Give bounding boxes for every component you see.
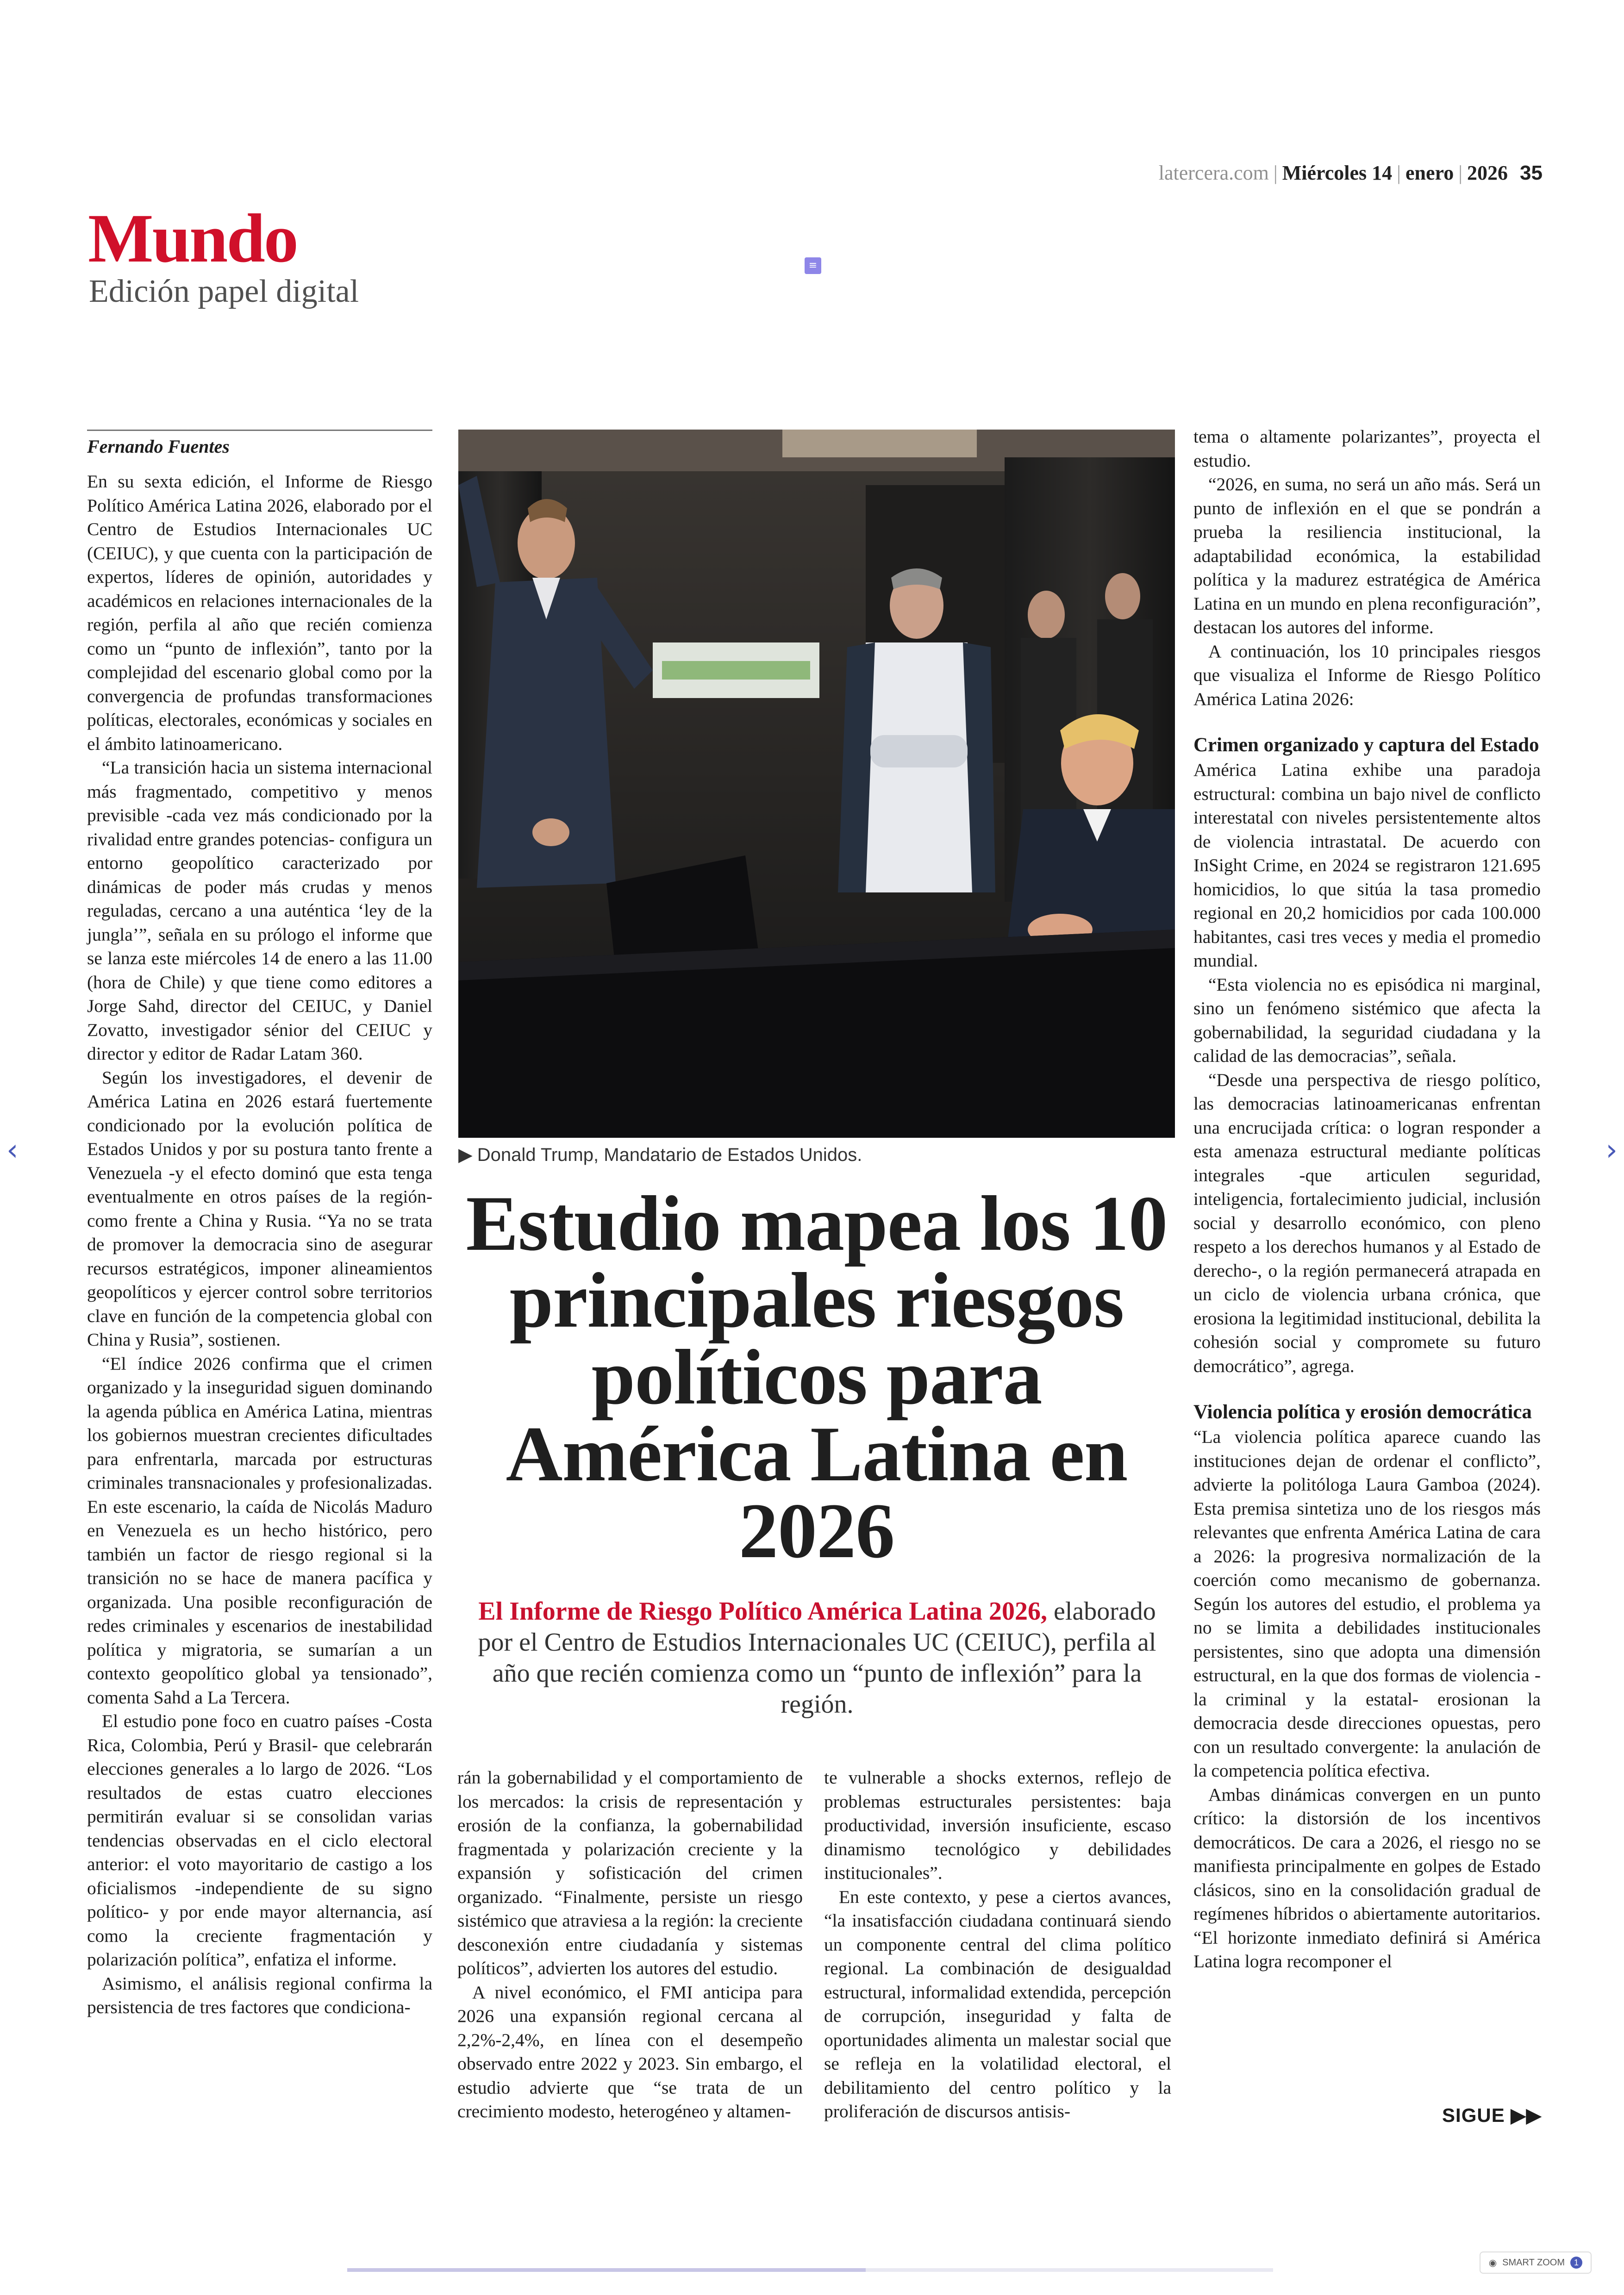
paragraph: “La transición hacia un sistema internacional más fragmentado, competitivo y menos previsible -cada vez más condicionado por la rivalidad entre grandes potencias- configura un entorno geopolítico caracterizado por dinámicas de poder más crudas y menos reguladas, cercano a una auténtica ‘ley de la jungla’”, señala en su prólogo el informe que se lanza este miércoles 14 de enero a las 11.00 (hora de Chile) y que tiene como editores a Jorge Sahd, director del CEIUC, y Daniel Zovatto, investigador sénior del CEIUC y director y editor de Radar Latam 360. <box>87 757 432 1064</box>
paragraph: “La violencia política aparece cuando las instituciones dejan de ordenar el conflicto”, advierte la politóloga Laura Gamboa (2024). Esta premisa sintetiza uno de los riesgos más relevantes que enfrenta América Latina de cara a 2026: la progresiva normalización de la coerción como mecanismo de gobernanza. Según los autores del estudio, el problema ya no se limita a debilidades institucionales persistentes, sino que adopta una dimensión estructural, en la que dos formas de violencia -la criminal y la estatal- erosionan la democracia desde direcciones opuestas, pero con un resultado convergente: la anulación de la competencia política efectiva. <box>1193 1427 1541 1781</box>
deck <box>472 1596 1162 1720</box>
paragraph: tema o altamente polarizantes”, proyecta el estudio. <box>1193 426 1541 471</box>
photo-caption <box>458 1144 862 1166</box>
article-column-left <box>87 470 432 2020</box>
article-column-right <box>1193 425 1541 1974</box>
article-column-mid-1 <box>457 1766 803 2124</box>
year: 2026 <box>1467 162 1508 184</box>
article-column-mid-2 <box>824 1766 1171 2124</box>
running-head: latercera.com | Miércoles 14 | enero | 2026 35 <box>1158 162 1543 184</box>
page-marker-icon[interactable]: ≡ <box>805 257 821 274</box>
paragraph: Asimismo, el análisis regional confirma la persistencia de tres factores que condiciona- <box>87 1973 432 2017</box>
continue-label: SIGUE ▶▶ <box>1442 2104 1542 2126</box>
deck-highlight: El Informe de Riesgo Político América Latina 2026, <box>478 1597 1047 1626</box>
weekday: Miércoles 14 <box>1282 162 1393 184</box>
paragraph: En este contexto, y pese a ciertos avances, “la insatisfacción ciudadana continuará siendo un componente central del clima político regional. La combinación de desigualdad estructural, informalidad extendida, percepción de corrupción, inseguridad y falta de oportunidades alimenta un malestar social que se refleja en la volatilidad electoral, el debilitamiento del centro político y la proliferación de discursos antisis- <box>824 1886 1171 2121</box>
zoom-count-badge: 1 <box>1570 2257 1582 2269</box>
subhead-crimen-organizado: Crimen organizado y captura del Estado <box>1193 734 1539 756</box>
paragraph: En su sexta edición, el Informe de Riesgo Político América Latina 2026, elaborado por el Centro de Estudios Internacionales UC (CEIUC), y que cuenta con la participación de expertos, líderes de opinión, autoridades y académicos en relaciones internacionales de la región, perfila al año que recién comienza como un “punto de inflexión”, tanto por la complejidad del escenario global como por la convergencia de profundas transformaciones políticas, electorales, económicas y sociales en el ámbito latinoamericano. <box>87 471 432 754</box>
month: enero <box>1405 162 1454 184</box>
site-name: latercera.com <box>1158 162 1269 184</box>
eye-icon: ◉ <box>1488 2258 1497 2268</box>
next-page-chevron-icon[interactable]: › <box>1605 1133 1618 1167</box>
paragraph: A continuación, los 10 principales riesgos que visualiza el Informe de Riesgo Político América Latina 2026: <box>1193 641 1541 709</box>
photo-caption-text: Donald Trump, Mandatario de Estados Unidos. <box>477 1145 862 1165</box>
byline: Fernando Fuentes <box>87 430 432 457</box>
smart-zoom-button[interactable] <box>1480 2251 1592 2274</box>
headline: Estudio mapea los 10 principales riesgos políticos para América Latina en 2026 <box>466 1180 1168 1574</box>
paragraph: A nivel económico, el FMI anticipa para 2026 una expansión regional cercana al 2,2%-2,4%, en línea con el desempeño observado entre 2022 y 2023. Sin embargo, el estudio advierte que “se trata de un crecimiento modesto, heterogéneo y altamen- <box>457 1982 803 2121</box>
smart-zoom-label: SMART ZOOM <box>1502 2257 1565 2268</box>
article-photo <box>458 430 1175 1138</box>
page-progress-fill <box>347 2268 866 2272</box>
page-number: 35 <box>1520 162 1543 184</box>
section-title: Mundo <box>88 200 297 277</box>
paragraph: Ambas dinámicas convergen en un punto crítico: la distorsión de los incentivos democráticos. De cara a 2026, el riesgo no se manifiesta principalmente en golpes de Estado clásicos, sino en la consolidación gradual de regímenes híbridos o abiertamente autoritarios. “El horizonte inmediato definirá si América Latina logra recomponer el <box>1193 1784 1541 1971</box>
paragraph: te vulnerable a shocks externos, reflejo de problemas estructurales persistentes: baja productividad, inversión insuficiente, escaso dinamismo tecnológico y debilidades institucionales”. <box>824 1767 1171 1883</box>
paragraph: “El índice 2026 confirma que el crimen organizado y la inseguridad siguen dominando la agenda pública en América Latina, mientras los gobiernos muestran crecientes dificultades para enfrentarla, marcada por estructuras criminales transnacionales y profesionalizadas. En este escenario, la caída de Nicolás Maduro en Venezuela es un hecho histórico, pero también un factor de riesgo regional si la transición no se hace de manera pacífica y organizada. Una posible reconfiguración de redes criminales y escenarios de inestabilidad política y migratoria, se sumarían a un contexto geopolítico global ya tensionado”, comenta Sahd a La Tercera. <box>87 1353 432 1708</box>
subhead-violencia-politica: Violencia política y erosión democrática <box>1193 1401 1532 1423</box>
paragraph: “Esta violencia no es episódica ni marginal, sino un fenómeno sistémico que afecta la gobernabilidad, la seguridad ciudadana y la calidad de las democracias”, señala. <box>1193 974 1541 1066</box>
caption-triangle-icon: ▶ <box>458 1145 473 1165</box>
section-subtitle: Edición papel digital <box>89 274 359 309</box>
paragraph: América Latina exhibe una paradoja estructural: combina un bajo nivel de conflicto interestatal con niveles persistentemente altos de violencia intrastatal. De acuerdo con InSight Crime, en 2024 se registraron 121.695 homicidios, lo que sitúa la tasa promedio regional en 20,2 homicidios por cada 100.000 habitantes, casi tres veces y media el promedio mundial. <box>1193 760 1541 971</box>
paragraph: El estudio pone foco en cuatro países -Costa Rica, Colombia, Perú y Brasil- que celebrarán elecciones generales a lo largo de 2026. “Los resultados de estas cuatro elecciones permitirán evaluar si se consolidan varias tendencias observadas en el ciclo electoral anterior: el voto mayoritario de castigo a los oficialismos -independiente de su signo político- y por ende mayor alternancia, así como la creciente fragmentación y polarización política”, enfatiza el informe. <box>87 1711 432 1970</box>
paragraph: Según los investigadores, el devenir de América Latina en 2026 estará fuertemente condicionado por la evolución política de Estados Unidos y por su postura tanto frente a Venezuela -y el efecto dominó que esta tenga eventualmente en otros países de la región- como frente a China y Rusia. “Ya no se trata de promover la democracia sino de asegurar recursos estratégicos, imponer alineamientos geopolíticos y ejercer control sobre territorios clave en función de la competencia global con China y Rusia”, sostienen. <box>87 1067 432 1350</box>
paragraph: “Desde una perspectiva de riesgo político, las democracias latinoamericanas enfrentan una encrucijada crítica: o logran responder a esta amenaza estructural mediante políticas integrales -que articulen seguridad, inteligencia, fortalecimiento judicial, inclusión social y desarrollo económico, con pleno respeto a los derechos humanos y al Estado de derecho-, o la región permanecerá atrapada en un ciclo de violencia urbana crónica, que erosiona la legitimidad institucional, debilita la cohesión social y compromete su futuro democrático”, agrega. <box>1193 1069 1541 1376</box>
paragraph: “2026, en suma, no será un año más. Será un punto de inflexión en el que se pondrán a prueba la resiliencia institucional, la adaptabilidad económica, la estabilidad política y la madurez estratégica de América Latina en un mundo en plena reconfiguración”, destacan los autores del informe. <box>1193 474 1541 637</box>
paragraph: rán la gobernabilidad y el comportamiento de los mercados: la crisis de representación y erosión de la confianza, la gobernabilidad fragmentada y polarización creciente y la expansión y sofisticación del crimen organizado. “Finalmente, persiste un riesgo sistémico que atraviesa a la región: la creciente desconexión entre ciudadanía y sistemas políticos”, advierten los autores del estudio. <box>457 1767 803 1978</box>
prev-page-chevron-icon[interactable]: ‹ <box>6 1133 19 1167</box>
deck-text: elaborado por el Centro de Estudios Internacionales UC (CEIUC), perfila al año que recién comienza como un “punto de inflexión” para la región. <box>478 1597 1156 1719</box>
